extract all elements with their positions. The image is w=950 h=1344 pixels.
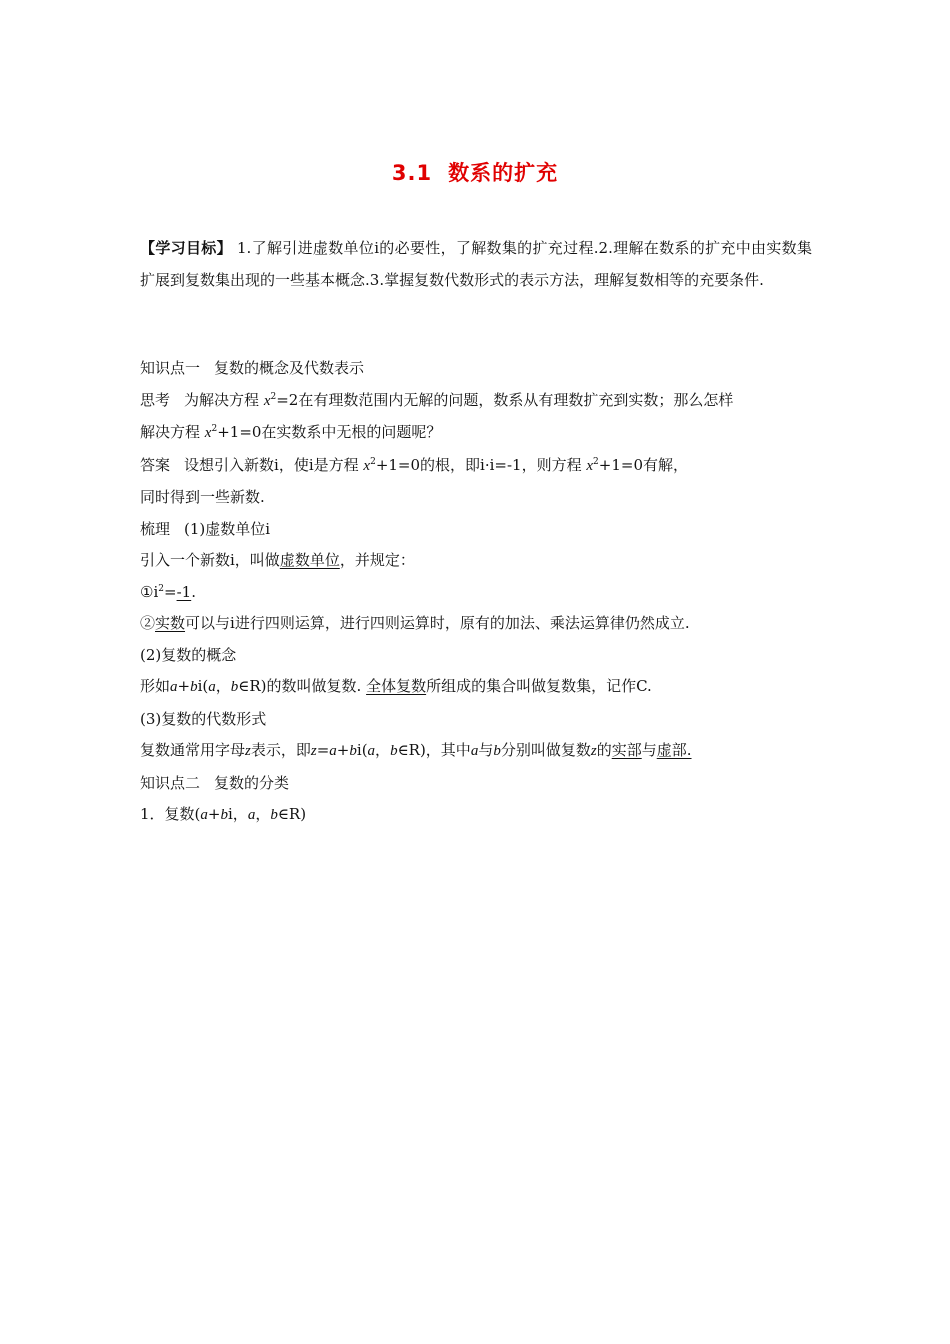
- concept-line: [140, 671, 812, 704]
- var-x: x: [204, 425, 212, 441]
- answer-text-c: +1=0有解，: [598, 455, 689, 474]
- kp2-item1-text-d: ∈R): [277, 805, 307, 823]
- form-line: [140, 735, 812, 768]
- page-title: [0, 157, 950, 187]
- title-text: 数系的扩充: [448, 161, 559, 185]
- objectives-text: 1.了解引进虚数单位i的必要性，了解数集的扩充过程.2.理解在数系的扩充中由实数集扩展到复数集出现的一些基本概念.3.掌握复数代数形式的表示方法，理解复数相等的充要条件.: [140, 239, 812, 289]
- title-number: 3.1: [391, 161, 433, 185]
- var-a: a: [367, 743, 376, 759]
- concept-heading: [140, 640, 812, 672]
- intro-underline: 虚数单位: [279, 551, 340, 569]
- var-a: a: [170, 679, 178, 695]
- var-a: a: [208, 679, 216, 695]
- var-a: a: [247, 807, 256, 823]
- form-heading-text: (3)复数的代数形式: [140, 709, 267, 728]
- plus-sign: +: [207, 805, 221, 823]
- superscript-2: 2: [593, 456, 599, 467]
- var-a: a: [200, 807, 208, 823]
- plus-sign: +: [177, 677, 191, 695]
- form-underline-real: 实部: [611, 741, 642, 759]
- answer-line-2: [140, 482, 812, 514]
- var-b: b: [270, 807, 278, 823]
- form-text-e: ∈R)，其中: [397, 741, 471, 759]
- kp2-item-1: [140, 799, 812, 832]
- kp2-heading-title: 复数的分类: [214, 773, 290, 792]
- rule2-marker: ②: [140, 614, 156, 632]
- var-b: b: [230, 679, 239, 695]
- think-text-c: 解决方程: [140, 423, 201, 441]
- answer-label: 答案: [140, 455, 171, 474]
- concept-text-d: ∈R)的数叫做复数.: [238, 677, 362, 695]
- var-b: b: [349, 743, 357, 759]
- intro-line: [140, 545, 812, 577]
- form-text-a: 复数通常用字母: [140, 741, 246, 759]
- var-b: b: [220, 807, 228, 823]
- rule1-underline: -1: [176, 582, 192, 601]
- kp1-heading: [140, 353, 812, 385]
- rule1-text-a: ①i: [140, 582, 159, 601]
- kp1-heading-label: 知识点一: [140, 359, 201, 377]
- form-text-h: 的: [596, 741, 612, 759]
- objectives-label: 【学习目标】: [140, 239, 232, 257]
- intro-text-a: 引入一个新数i，叫做: [140, 551, 280, 569]
- think-label: 思考: [140, 390, 171, 409]
- kp1-heading-title: 复数的概念及代数表示: [214, 359, 365, 377]
- rule1-superscript: 2: [158, 583, 164, 594]
- var-b: b: [390, 743, 398, 759]
- concept-text-a: 形如: [140, 677, 171, 695]
- answer-text-a: 设想引入新数i，使i是方程: [184, 455, 359, 474]
- form-text-f: 与: [478, 741, 494, 759]
- rule-1: [140, 577, 812, 609]
- answer-text-b: +1=0的根，即i·i=-1，则方程: [375, 455, 582, 474]
- superscript-2: 2: [370, 456, 376, 467]
- learning-objectives: [140, 233, 812, 296]
- think-text-a: 为解决方程: [184, 390, 260, 409]
- answer-line-1: [140, 450, 812, 483]
- var-z: z: [245, 743, 251, 759]
- sort-line: [140, 514, 812, 546]
- equals-sign: =: [316, 741, 330, 759]
- rule-2: [140, 608, 812, 640]
- think-line-1: [140, 385, 812, 418]
- kp2-item1-comma-1: ，: [232, 805, 248, 823]
- knowledge-section: [140, 353, 812, 832]
- think-line-2: [140, 417, 812, 450]
- sort-item: (1)虚数单位i: [184, 519, 271, 538]
- var-x: x: [263, 392, 271, 409]
- form-text-g: 分别叫做复数: [500, 741, 591, 759]
- form-paren: (: [361, 741, 368, 759]
- answer-text-d: 同时得到一些新数.: [140, 488, 265, 506]
- var-b: b: [190, 679, 198, 695]
- imag-unit: i: [197, 677, 203, 695]
- form-heading: [140, 704, 812, 736]
- kp2-item1-comma-2: ，: [255, 805, 271, 823]
- think-text-d: +1=0在实数系中无根的问题呢？: [217, 423, 442, 441]
- concept-underline: 全体复数: [366, 677, 427, 695]
- rule1-equals: =: [163, 582, 177, 601]
- superscript-2: 2: [211, 424, 218, 434]
- var-x: x: [363, 457, 371, 474]
- var-z: z: [310, 743, 317, 759]
- var-x: x: [586, 457, 594, 474]
- var-a: a: [329, 743, 337, 759]
- form-text-b: 表示，即: [250, 741, 311, 759]
- form-underline-imag: 虚部.: [656, 741, 692, 759]
- form-text-i: 与: [641, 741, 657, 759]
- concept-comma: ，: [215, 677, 231, 695]
- think-text-b: =2在有理数范围内无解的问题，数系从有理数扩充到实数；那么怎样: [276, 390, 734, 409]
- imag-unit: i: [356, 741, 362, 759]
- var-z: z: [590, 743, 597, 759]
- kp2-item1-text-a: 1．复数(: [140, 805, 201, 823]
- rule2-text: 可以与i进行四则运算，进行四则运算时，原有的加法、乘法运算律仍然成立.: [185, 614, 690, 632]
- rule2-underline: 实数: [155, 614, 186, 632]
- plus-sign: +: [336, 741, 350, 759]
- concept-text-e: 所组成的集合叫做复数集，记作C.: [426, 677, 652, 695]
- imag-unit: i: [227, 805, 233, 823]
- var-a: a: [470, 743, 479, 759]
- form-comma: ，: [375, 741, 391, 759]
- var-b: b: [493, 743, 501, 759]
- intro-text-b: ，并规定：: [339, 551, 415, 569]
- concept-heading-text: (2)复数的概念: [140, 645, 237, 664]
- sort-label: 梳理: [140, 519, 171, 538]
- kp2-heading-label: 知识点二: [140, 773, 201, 792]
- rule1-period: .: [191, 582, 196, 601]
- superscript-2: 2: [270, 391, 277, 402]
- kp2-heading: [140, 768, 812, 800]
- concept-paren: (: [202, 677, 209, 695]
